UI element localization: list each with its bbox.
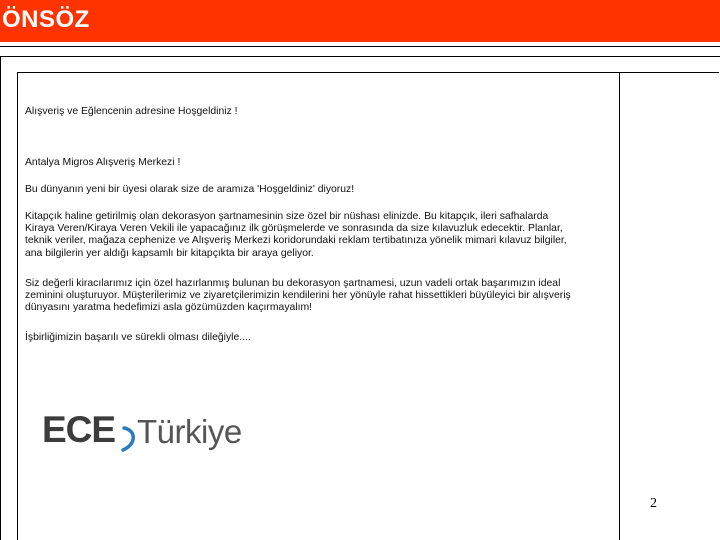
goal-paragraph — [25, 278, 610, 315]
paragraph-line: Kiraya Veren/Kiraya Veren Vekili ile yapacağınız ilk görüşmelerde ve sonrasında da size kılavuzluk edecektir. Planlar, — [25, 223, 563, 235]
paragraph-line: zeminini oluşturuyor. Müşterilerimiz ve ziyaretçilerimizin kendilerini her yönüyle rahat hissettikleri büyüleyici bir alışveriş — [25, 290, 571, 302]
logo-turkiye-wordmark: Türkiye — [137, 413, 242, 450]
paragraph-line: Kitapçık haline getirilmiş olan dekorasyon şartnamesinin size özel bir nüshası elinizde. Bu kitapçık, ileri safhalarda — [25, 211, 549, 222]
greeting-text: Bu dünyanın yeni bir üyesi olarak size de aramıza 'Hoşgeldiniz' diyoruz! — [25, 184, 355, 195]
paragraph-line: teknik veriler, mağaza cephenize ve Alışveriş Merkezi koridorundaki reklam tertibatınıza yönelik mimari kılavuz bilgiler, — [25, 235, 567, 247]
page-title: ÖNSÖZ — [2, 6, 90, 33]
page-frame-left — [0, 56, 1, 540]
paragraph-line: dünyasını yaratma hedefimizi asla gözümüzden kaçırmayalım! — [25, 302, 313, 314]
header-bar — [0, 0, 720, 42]
page-frame-top — [0, 56, 720, 57]
intro-paragraph — [25, 211, 610, 260]
header-divider — [0, 46, 720, 47]
paragraph-line: ana bilgilerin yer aldığı kapsamlı bir kitapçıkta bir araya geliyor. — [25, 247, 314, 259]
welcome-text: Alışveriş ve Eğlencenin adresine Hoşgeldiniz ! — [25, 106, 238, 117]
closing-text: İşbirliğimizin başarılı ve sürekli olması dileğiyle.... — [25, 332, 251, 343]
logo-ece-wordmark: ECE — [42, 409, 116, 450]
ece-turkiye-logo — [42, 408, 252, 458]
page-number: 2 — [650, 496, 657, 511]
paragraph-line: Siz değerli kiracılarımız için özel hazırlanmış bulunan bu dekorasyon şartnamesi, uzun vadeli ortak başarımızın ideal — [25, 278, 561, 289]
mall-name-text: Antalya Migros Alışveriş Merkezi ! — [25, 157, 181, 168]
